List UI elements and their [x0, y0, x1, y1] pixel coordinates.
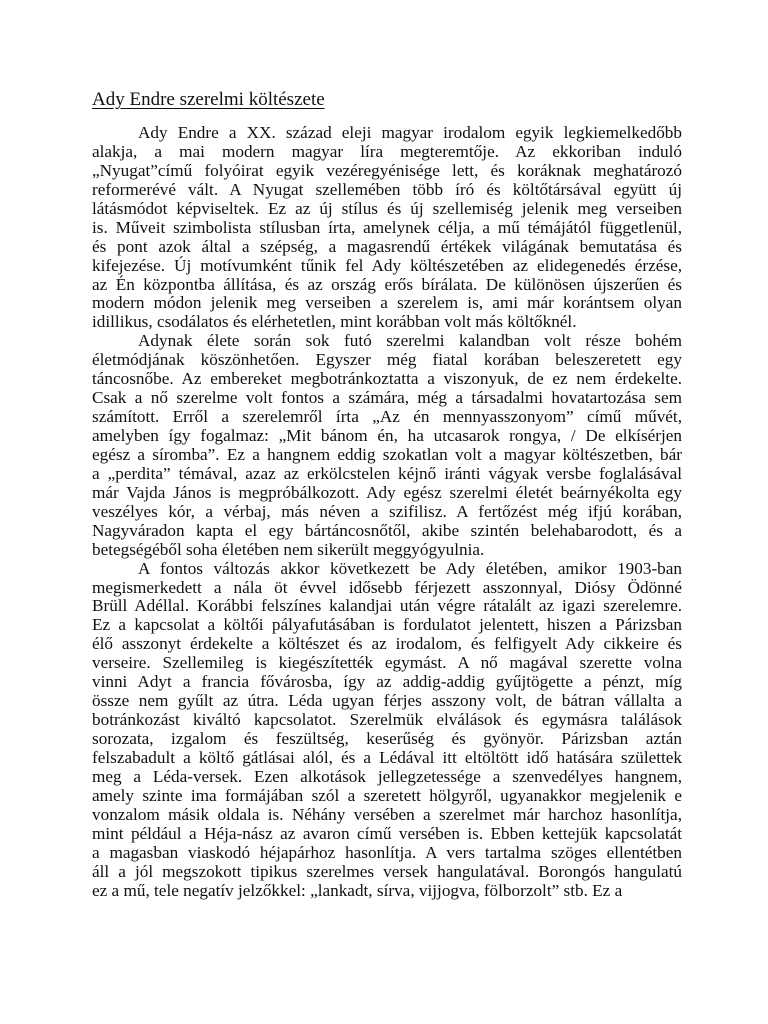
text-line: is. Műveit szimbolista stílusban írta, amelynek célja, a mű témájától függetlenül, — [92, 217, 682, 237]
text-line: reformerévé vált. A Nyugat szellemében több író és költőtársával együtt új — [92, 179, 682, 199]
text-line: és pont azok által a szépség, a magasrendű értékek világának bemutatása és — [92, 236, 682, 256]
document-title: Ady Endre szerelmi költészete — [92, 89, 325, 110]
text-line: táncosnőbe. Az embereket megbotránkoztatta a viszonyuk, de ez nem érdekelte. — [92, 369, 682, 389]
text-line: a magasban viaskodó héjapárhoz hasonlítja. A vers tartalma szöges ellentétben — [92, 842, 682, 862]
text-line: élő asszonyt érdekelte a költészet és az irodalom, és felfigyelt Ady cikkeire és — [92, 634, 682, 654]
text-line: össze nem gyűlt az útra. Léda ugyan férjes asszony volt, de bátran vállalta a — [92, 691, 682, 711]
text-line: Ady Endre a XX. század eleji magyar irodalom egyik legkiemelkedőbb — [138, 123, 682, 142]
text-line: Adynak élete során sok futó szerelmi kalandban volt része bohém — [138, 331, 682, 351]
text-line: A fontos változás akkor következett be Ady életében, amikor 1903-ban — [138, 558, 682, 578]
text-line: botránkozást kiváltó kapcsolatot. Szerelmük elválások és egymásra találások — [92, 710, 682, 730]
text-line: a „perdita” témával, azaz az erkölcstelen kéjnő iránti vágyak versbe foglalásával — [92, 463, 682, 483]
text-line: Nagyváradon kapta el egy bártáncosnőtől, akibe szintén belehabarodott, és a — [92, 520, 682, 540]
text-line: életmódjának köszönhetően. Egyszer még fiatal korában beleszeretett egy — [92, 350, 682, 370]
text-line: Brüll Adéllal. Korábbi felszínes kalandjai után végre rátalált az igazi szerelemre. — [92, 596, 682, 616]
text-line: vinni Adyt a francia fővárosba, így az addig-addig gyűjtögette a pénzt, míg — [92, 672, 682, 692]
text-line: veszélyes kór, a vérbaj, más néven a szifilisz. A fertőzést még ifjú korában, — [92, 501, 682, 521]
text-line: meg a Léda-versek. Ezen alkotások jellegzetessége a szenvedélyes hangnem, — [92, 766, 682, 786]
text-line: kifejezése. Új motívumként tűnik fel Ady költészetében az elidegenedés érzése, — [92, 255, 682, 275]
text-line: verseire. Szellemileg is kiegészítették egymást. A nő magával szerette volna — [92, 653, 682, 673]
text-line: számított. Erről a szerelemről írta „Az én mennyasszonyom” című művét, — [92, 407, 682, 427]
text-line: amelyben így fogalmaz: „Mit bánom én, ha utcasarok rongya, / De elkísérjen — [92, 426, 682, 445]
text-line: amely szinte ima formájában szól a szeretett hölgyről, ugyanakkor megjelenik e — [92, 785, 682, 805]
text-line: felszabadult a költő gátlásai alól, és a Lédával itt eltöltött idő hatására születtek — [92, 747, 682, 767]
text-line: Csak a nő szerelme volt fontos a számára, még a társadalmi hovatartozása sem — [92, 388, 682, 408]
text-line: látásmódot képviseltek. Ez az új stílus és új szellemiség jelenik meg verseiben — [92, 198, 682, 218]
text-line: alakja, a mai modern magyar líra megteremtője. Az ekkoriban induló — [92, 141, 682, 161]
text-line: egész a síromba”. Ez a hangnem eddig szokatlan volt a magyar költészetben, bár — [92, 444, 682, 464]
text-line: áll a jól megszokott tipikus szerelmes versek hangulatával. Borongós hangulatú — [92, 861, 682, 881]
text-line: már Vajda János is megpróbálkozott. Ady egész szerelmi életét beárnyékolta egy — [92, 482, 682, 502]
text-line: mint például a Héja-nász az avaron című versében is. Ebben kettejük kapcsolatát — [92, 823, 682, 843]
text-line: sorozata, izgalom és feszültség, keserűség és gyönyör. Párizsban aztán — [92, 729, 682, 748]
text-line: idillikus, csodálatos és elérhetetlen, mint korábban volt más költőknél. — [92, 312, 577, 332]
text-line: ez a mű, tele negatív jelzőkkel: „lankadt, sírva, vijjogva, fölborzolt” stb. Ez a — [92, 880, 623, 900]
text-line: Ez a kapcsolat a költői pályafutásában is fordulatot jelentett, hiszen a Párizsban — [92, 615, 682, 635]
text-line: „Nyugat”című folyóirat egyik vezéregyénisége lett, és koráknak meghatározó — [92, 160, 682, 180]
text-line: megismerkedett a nála öt évvel idősebb férjezett asszonnyal, Diósy Ödönné — [92, 577, 682, 597]
text-line: betegségéből soha életében nem sikerült meggyógyulnia. — [92, 539, 485, 559]
text-line: modern módon jelenik meg verseiben a szerelem is, ami már korántsem olyan — [92, 293, 682, 313]
text-line: az Én központba állítása, és az ország erős bírálata. De különösen újszerűen és — [92, 274, 682, 294]
document-body — [92, 124, 682, 900]
text-line: vonzalom másik oldala is. Néhány versében a szerelmet már harchoz hasonlítja, — [92, 804, 682, 824]
